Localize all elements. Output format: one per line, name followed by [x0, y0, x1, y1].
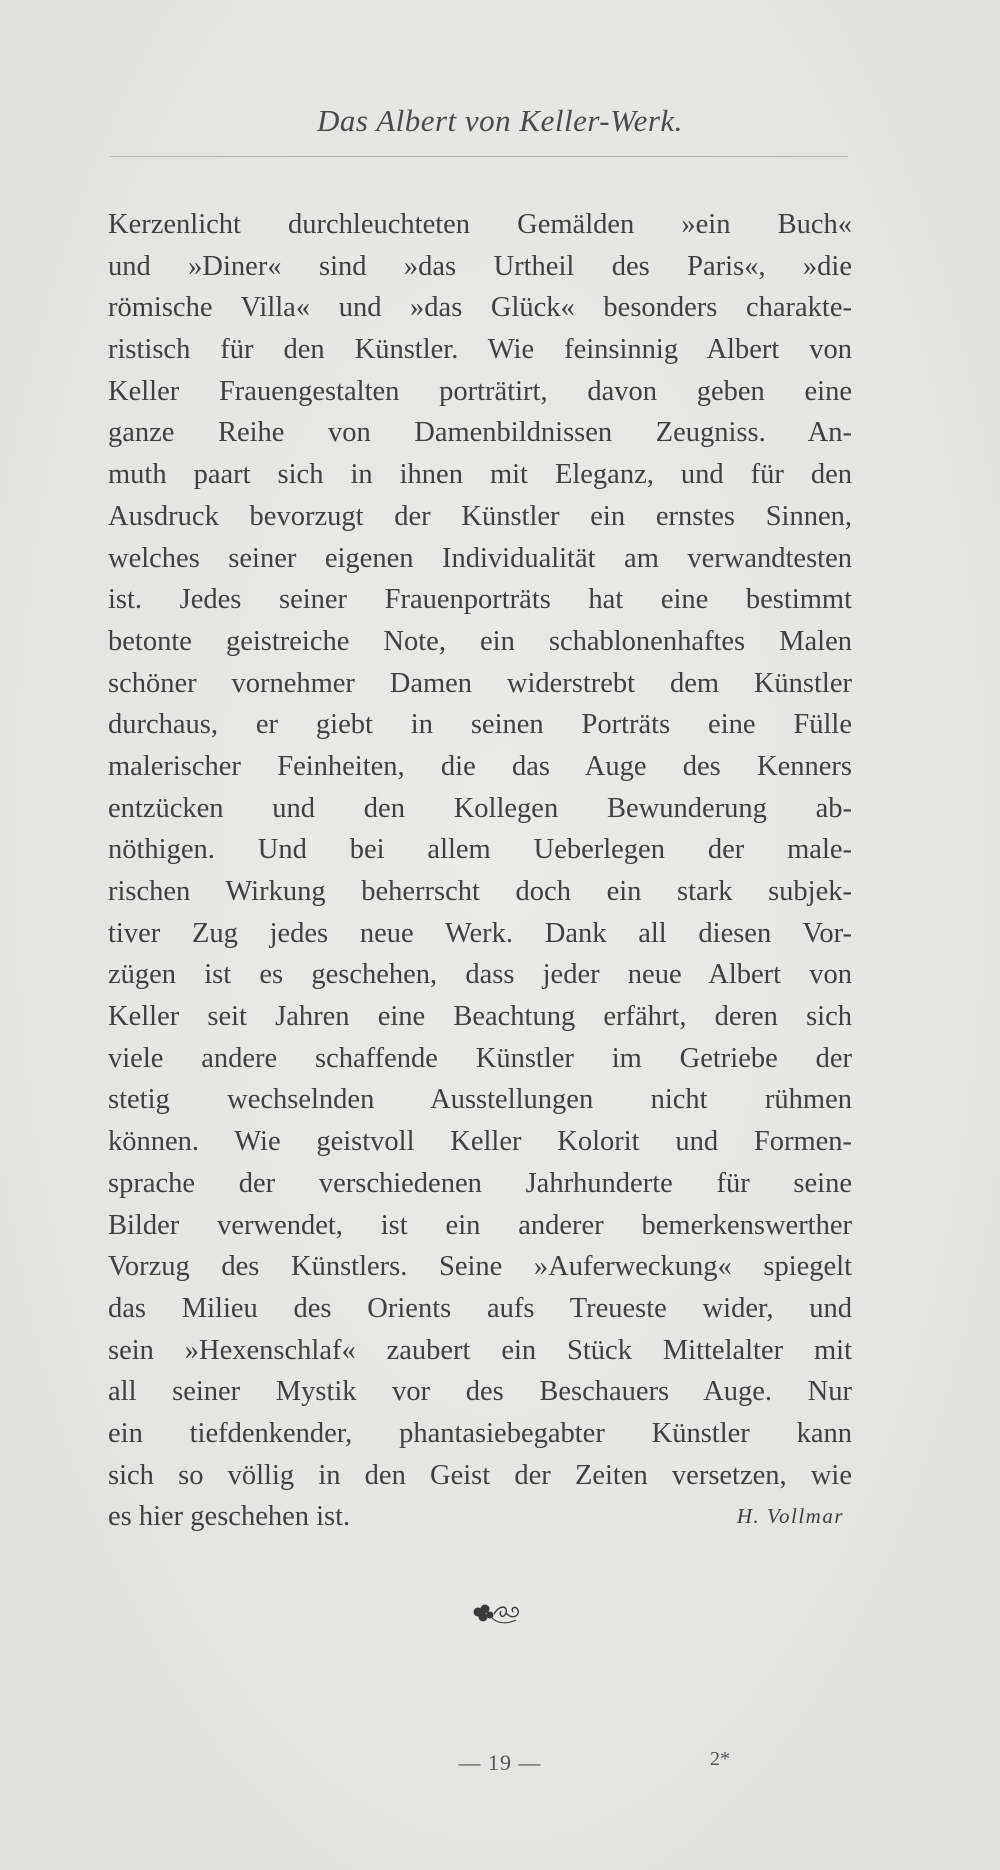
text-line: zügen ist es geschehen, dass jeder neue Albert von — [108, 959, 852, 991]
text-line: sich so völlig in den Geist der Zeiten versetzen, wie — [108, 1459, 852, 1491]
text-line: Bilder verwendet, ist ein anderer bemerkenswerther — [108, 1209, 852, 1241]
text-line: malerischer Feinheiten, die das Auge des Kenners — [108, 750, 852, 782]
text-line: stetig wechselnden Ausstellungen nicht rühmen — [108, 1084, 852, 1116]
text-line: rischen Wirkung beherrscht doch ein stark subjek- — [108, 876, 852, 907]
header-rule — [110, 156, 848, 157]
text-line: all seiner Mystik vor des Beschauers Auge. Nur — [108, 1376, 852, 1408]
text-line: ein tiefdenkender, phantasiebegabter Künstler kann — [108, 1417, 852, 1449]
text-line-final — [108, 1496, 852, 1538]
text-line: ist. Jedes seiner Frauenporträts hat eine bestimmt — [108, 584, 852, 616]
text-line: durchaus, er giebt in seinen Porträts eine Fülle — [108, 709, 852, 741]
fleuron-ornament-icon — [468, 1600, 528, 1630]
text-line: tiver Zug jedes neue Werk. Dank all diesen Vor- — [108, 917, 852, 949]
text-line: muth paart sich in ihnen mit Eleganz, und für den — [108, 459, 852, 491]
text-line: und »Diner« sind »das Urtheil des Paris«, »die — [108, 250, 852, 282]
text-line: sein »Hexenschlaf« zaubert ein Stück Mittelalter mit — [108, 1334, 852, 1366]
text-line: viele andere schaffende Künstler im Getriebe der — [108, 1042, 852, 1074]
text-line: schöner vornehmer Damen widerstrebt dem Künstler — [108, 667, 852, 699]
printer-signature-mark: 2* — [710, 1748, 730, 1770]
text-line: Keller Frauengestalten porträtirt, davon geben eine — [108, 375, 852, 407]
text-line: ganze Reihe von Damenbildnissen Zeugniss. An- — [108, 417, 852, 449]
text-line: Vorzug des Künstlers. Seine »Auferweckung« spiegelt — [108, 1251, 852, 1283]
text-line: Ausdruck bevorzugt der Künstler ein ernstes Sinnen, — [108, 500, 852, 532]
page-number: — 19 — — [458, 1750, 542, 1775]
text-line: können. Wie geistvoll Keller Kolorit und Formen- — [108, 1126, 852, 1158]
text-line: nöthigen. Und bei allem Ueberlegen der male- — [108, 834, 852, 866]
text-line: römische Villa« und »das Glück« besonders charakte- — [108, 292, 852, 324]
text-line: entzücken und den Kollegen Bewunderung ab- — [108, 792, 852, 824]
final-line-text: es hier geschehen ist. — [108, 1501, 351, 1533]
author-signature: H. Vollmar — [736, 1504, 844, 1529]
text-line: Kerzenlicht durchleuchteten Gemälden »ein Buch« — [108, 209, 852, 240]
text-line: betonte geistreiche Note, ein schablonenhaftes Malen — [108, 625, 852, 657]
article-body — [108, 204, 852, 1538]
running-title: Das Albert von Keller-Werk. — [317, 103, 683, 138]
text-line: ristisch für den Künstler. Wie feinsinnig Albert von — [108, 334, 852, 366]
text-line: das Milieu des Orients aufs Treueste wider, und — [108, 1292, 852, 1324]
text-line: welches seiner eigenen Individualität am verwandtesten — [108, 542, 852, 574]
text-line: sprache der verschiedenen Jahrhunderte für seine — [108, 1167, 852, 1199]
text-line: Keller seit Jahren eine Beachtung erfährt, deren sich — [108, 1001, 852, 1033]
